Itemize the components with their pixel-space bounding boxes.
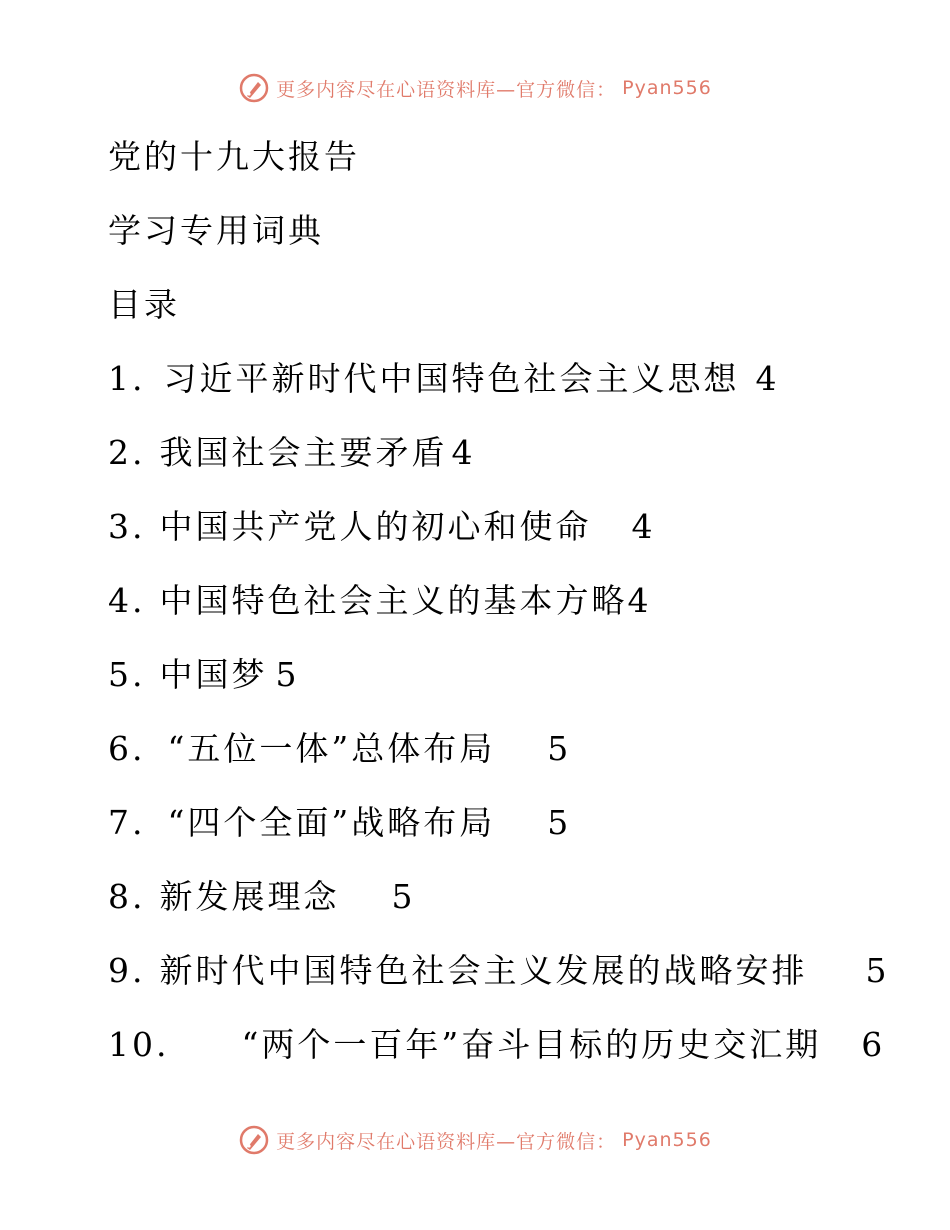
watermark-wechat-id: Pyan556 [622,1129,712,1151]
pen-nib-logo-icon [238,72,270,104]
watermark-text: 更多内容尽在心语资料库—官方微信： [276,78,617,101]
document-title: 党的十九大报告 [108,137,360,176]
toc-item-title: “四个全面”战略布局 [167,803,496,842]
toc-item[interactable] [108,638,868,712]
toc-item[interactable] [108,490,868,564]
toc-item-number: 2. [108,433,146,472]
toc-item-page: 4 [627,581,652,620]
toc-item-page: 5 [275,655,300,694]
toc-item-page: 5 [547,803,572,842]
watermark-text: 更多内容尽在心语资料库—官方微信： [276,1130,617,1153]
toc-item-page: 5 [547,729,572,768]
toc-item-number: 5. [108,655,146,694]
toc-item-title: “五位一体”总体布局 [167,729,496,768]
toc-item-number: 6. [108,729,146,768]
toc-item-title: 中国特色社会主义的基本方略 [159,581,628,620]
toc-item-number: 8. [108,877,146,916]
toc-item[interactable] [108,786,868,860]
toc-item[interactable] [108,564,868,638]
toc-item-title: “两个一百年”奋斗目标的历史交汇期 [241,1025,822,1064]
toc-item-number: 7. [108,803,146,842]
toc-item[interactable] [108,1008,886,1082]
document-body [108,120,890,1082]
toc-item-title: 新时代中国特色社会主义发展的战略安排 [159,951,808,990]
footer-watermark [0,1124,950,1156]
toc-item-page: 5 [391,877,416,916]
toc-item-number: 9. [108,951,146,990]
toc-item-title: 中国共产党人的初心和使命 [159,507,592,546]
toc-item[interactable] [108,342,868,416]
pen-nib-logo-icon [238,1124,270,1156]
toc-item-page: 4 [755,359,780,398]
toc-item-page: 6 [861,1025,886,1064]
header-watermark [0,72,950,104]
toc-item[interactable] [108,934,890,1008]
document-subtitle: 学习专用词典 [108,211,324,250]
toc-item-title: 我国社会主要矛盾 [159,433,448,472]
toc-item-title: 中国梦 [159,655,268,694]
toc-item-page: 4 [631,507,656,546]
toc-item-number: 1. [108,359,146,398]
toc-heading: 目录 [108,285,180,324]
toc-item-number: 10. [108,1025,170,1064]
toc-item-title: 新发展理念 [159,877,340,916]
toc-item[interactable] [108,860,868,934]
watermark-wechat-id: Pyan556 [622,77,712,99]
toc-item[interactable] [108,416,868,490]
toc-item-number: 3. [108,507,146,546]
toc-item-page: 5 [865,951,890,990]
toc-item[interactable] [108,712,868,786]
toc-item-title: 习近平新时代中国特色社会主义思想 [163,359,740,398]
toc-item-number: 4. [108,581,146,620]
toc-item-page: 4 [451,433,476,472]
